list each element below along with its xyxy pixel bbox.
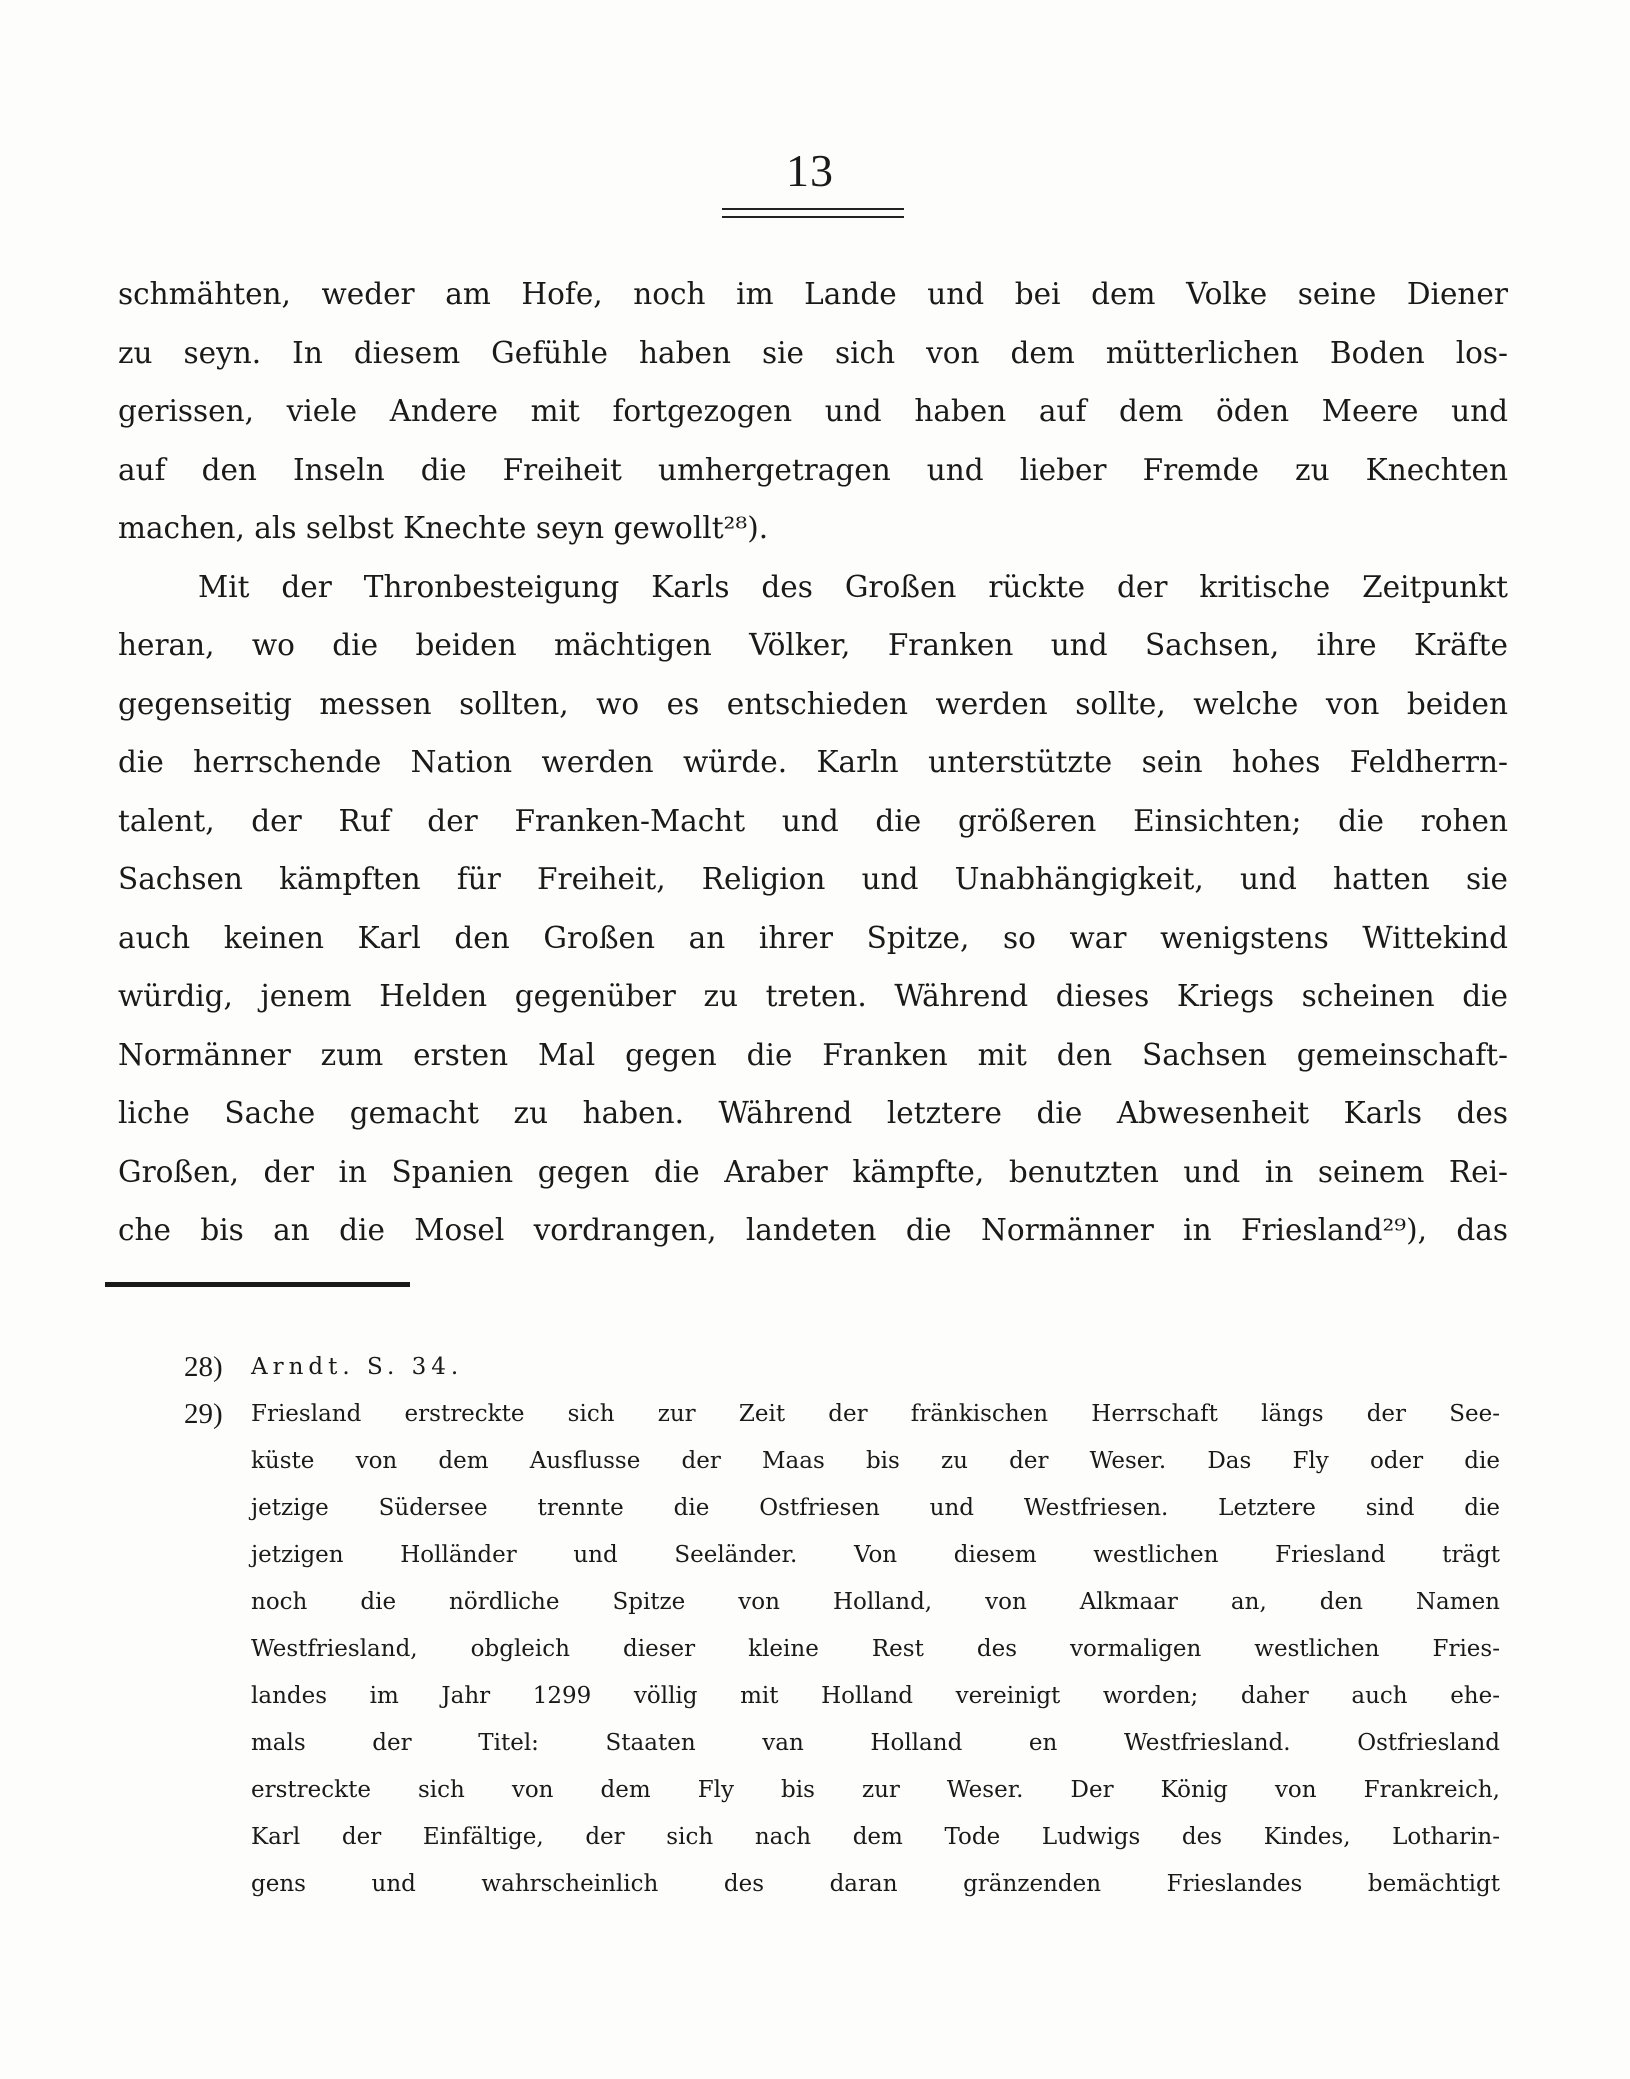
body-line: würdig, jenem Helden gegenüber zu treten. Während dieses Kriegs scheinen die [118, 979, 1508, 1013]
footnote-separator-rule [105, 1282, 410, 1287]
body-line: zu seyn. In diesem Gefühle haben sie sich von dem mütterlichen Boden los- [118, 335, 1508, 370]
body-line: Normänner zum ersten Mal gegen die Franken mit den Sachsen gemeinschaft- [118, 1037, 1508, 1072]
footnote-number: 29) [184, 1398, 223, 1430]
body-line: gegenseitig messen sollten, wo es entschieden werden sollte, welche von beiden [118, 686, 1508, 721]
body-line: auf den Inseln die Freiheit umhergetragen und lieber Fremde zu Knechten [118, 452, 1508, 487]
body-line: schmähten, weder am Hofe, noch im Lande und bei dem Volke seine Diener [118, 277, 1508, 311]
body-line: Sachsen kämpften für Freiheit, Religion und Unabhängigkeit, und hatten sie [118, 862, 1508, 896]
footnotes [185, 1344, 1500, 1908]
footnote-line: Karl der Einfältige, der sich nach dem Tode Ludwigs des Kindes, Lotharin- [251, 1824, 1500, 1850]
footnote-line: landes im Jahr 1299 völlig mit Holland vereinigt worden; daher auch ehe- [251, 1683, 1500, 1709]
footnote-line: erstreckte sich von dem Fly bis zur Weser. Der König von Frankreich, [251, 1777, 1500, 1803]
body-line: die herrschende Nation werden würde. Karln unterstützte sein hohes Feldherrn- [118, 745, 1508, 779]
page-number: 13 [786, 145, 834, 196]
footnote-line: Arndt. S. 34. [251, 1354, 464, 1380]
footnote-line: küste von dem Ausflusse der Maas bis zu der Weser. Das Fly oder die [251, 1448, 1500, 1474]
main-text [118, 265, 1508, 1260]
body-line: Mit der Thronbesteigung Karls des Großen rückte der kritische Zeitpunkt [198, 569, 1508, 604]
body-line: liche Sache gemacht zu haben. Während letztere die Abwesenheit Karls des [118, 1096, 1508, 1130]
body-line: heran, wo die beiden mächtigen Völker, Franken und Sachsen, ihre Kräfte [118, 628, 1508, 662]
body-line: che bis an die Mosel vordrangen, landeten die Normänner in Friesland²⁹), das [118, 1213, 1508, 1247]
footnote-line: noch die nördliche Spitze von Holland, von Alkmaar an, den Namen [251, 1589, 1500, 1615]
footnote-line: jetzigen Holländer und Seeländer. Von diesem westlichen Friesland trägt [251, 1542, 1500, 1568]
body-line: machen, als selbst Knechte seyn gewollt²⁸). [118, 511, 769, 545]
body-line: talent, der Ruf der Franken-Macht und die größeren Einsichten; die rohen [118, 803, 1508, 838]
footnote-28 [185, 1344, 1500, 1391]
footnote-line: Friesland erstreckte sich zur Zeit der fränkischen Herrschaft längs der See- [251, 1401, 1500, 1427]
header-double-rule [722, 208, 904, 218]
body-line: Großen, der in Spanien gegen die Araber kämpfte, benutzten und in seinem Rei- [118, 1154, 1508, 1189]
footnote-line: gens und wahrscheinlich des daran gränzenden Frieslandes bemächtigt [251, 1871, 1500, 1897]
body-line: auch keinen Karl den Großen an ihrer Spitze, so war wenigstens Wittekind [118, 920, 1508, 955]
footnote-29 [185, 1391, 1500, 1908]
footnote-number: 28) [184, 1351, 223, 1383]
body-line: gerissen, viele Andere mit fortgezogen und haben auf dem öden Meere und [118, 394, 1508, 428]
footnote-line: Westfriesland, obgleich dieser kleine Rest des vormaligen westlichen Fries- [251, 1636, 1500, 1662]
footnote-line: jetzige Südersee trennte die Ostfriesen und Westfriesen. Letztere sind die [251, 1495, 1500, 1521]
footnote-line: mals der Titel: Staaten van Holland en Westfriesland. Ostfriesland [251, 1730, 1500, 1756]
